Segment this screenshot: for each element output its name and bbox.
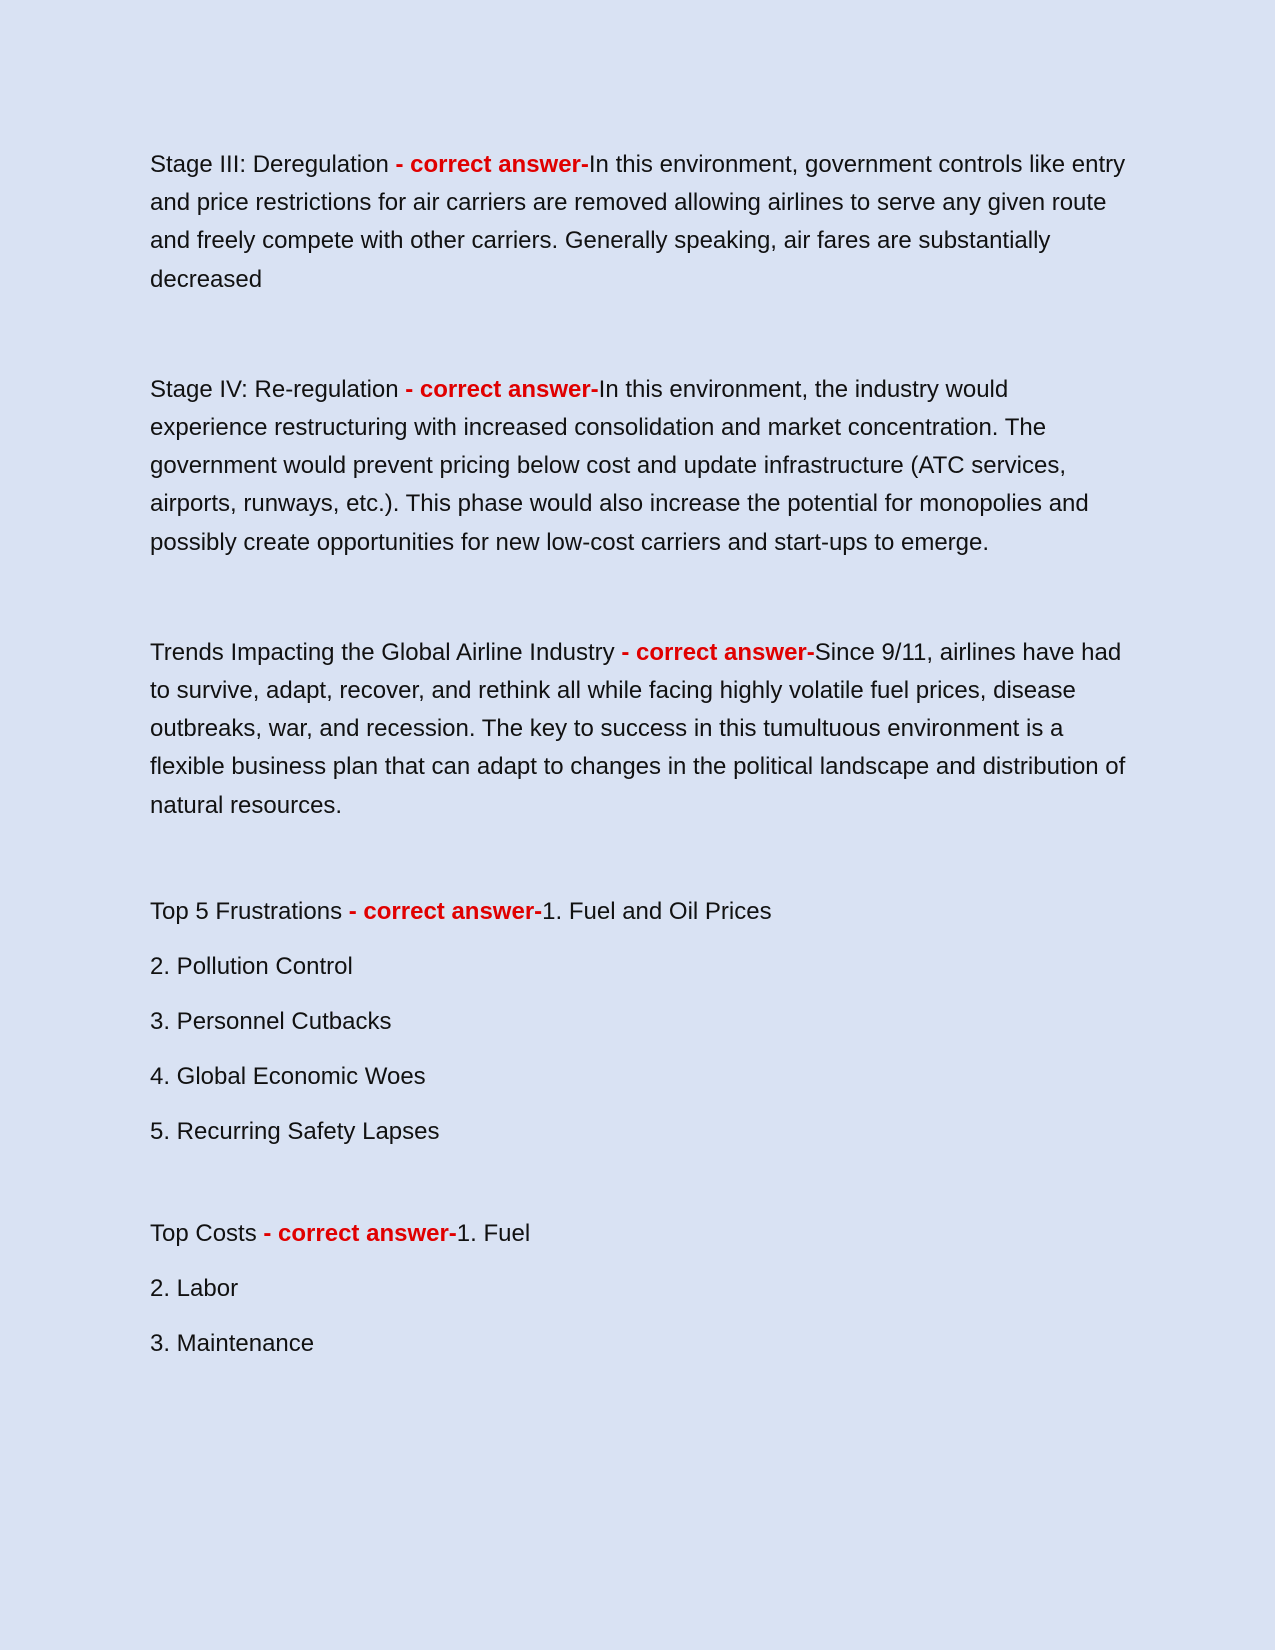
answer-text: In this environment, the industry would experience restructuring with increased consolidation and market concentration. The government would prevent pricing below cost and update infrastructure (ATC services, airports, runways, etc.). This phase would also increase the potential for monopolies and possibly create opportunities for new low-cost carriers and start-ups to emerge.: [150, 375, 1089, 556]
list-item: 2. Labor: [150, 1274, 239, 1302]
term: Stage IV: Re-regulation: [150, 375, 406, 403]
answer-separator: - correct answer-: [395, 151, 589, 178]
list-item: 5. Recurring Safety Lapses: [150, 1117, 440, 1145]
answer-separator: - correct answer-: [621, 638, 815, 666]
term: Stage III: Deregulation: [150, 151, 396, 178]
answer-text: 1. Fuel and Oil Prices: [542, 897, 772, 925]
answer-text: 1. Fuel: [456, 1219, 531, 1247]
qa-paragraph: [150, 146, 1130, 299]
answer-text: In this environment, government controls like entry and price restrictions for air carriers are removed allowing airlines to serve any given route and freely compete with other carriers. Generally speaking, air fares are substantially decreased: [150, 151, 1126, 293]
list-item: 4. Global Economic Woes: [150, 1062, 426, 1090]
answer-separator: - correct answer-: [348, 897, 543, 925]
qa-entry-top-frustrations: [150, 897, 1130, 1147]
qa-paragraph: [150, 897, 1130, 927]
qa-entry-stage-iv: [150, 371, 1130, 562]
qa-entry-trends: [150, 634, 1130, 825]
answer-text: Since 9/11, airlines have had to survive, adapt, recover, and rethink all while facing highly volatile fuel prices, disease outbreaks, war, and recession. The key to success in this tumultuous environment is a flexible business plan that can adapt to changes in the political landscape and distribution of natural resources.: [150, 638, 1126, 819]
qa-paragraph: [150, 634, 1130, 825]
term: Trends Impacting the Global Airline Industry: [150, 638, 622, 666]
answer-separator: - correct answer-: [405, 375, 599, 403]
term: Top Costs: [150, 1219, 264, 1247]
list-item: 3. Personnel Cutbacks: [150, 1007, 392, 1035]
qa-paragraph: [150, 371, 1130, 562]
list-item: 2. Pollution Control: [150, 952, 353, 980]
qa-entry-stage-iii: [150, 146, 1130, 299]
qa-entry-top-costs: [150, 1219, 1130, 1359]
list-item: 3. Maintenance: [150, 1329, 315, 1357]
qa-paragraph: [150, 1219, 1130, 1249]
answer-separator: - correct answer-: [263, 1219, 457, 1247]
term: Top 5 Frustrations: [150, 897, 349, 925]
